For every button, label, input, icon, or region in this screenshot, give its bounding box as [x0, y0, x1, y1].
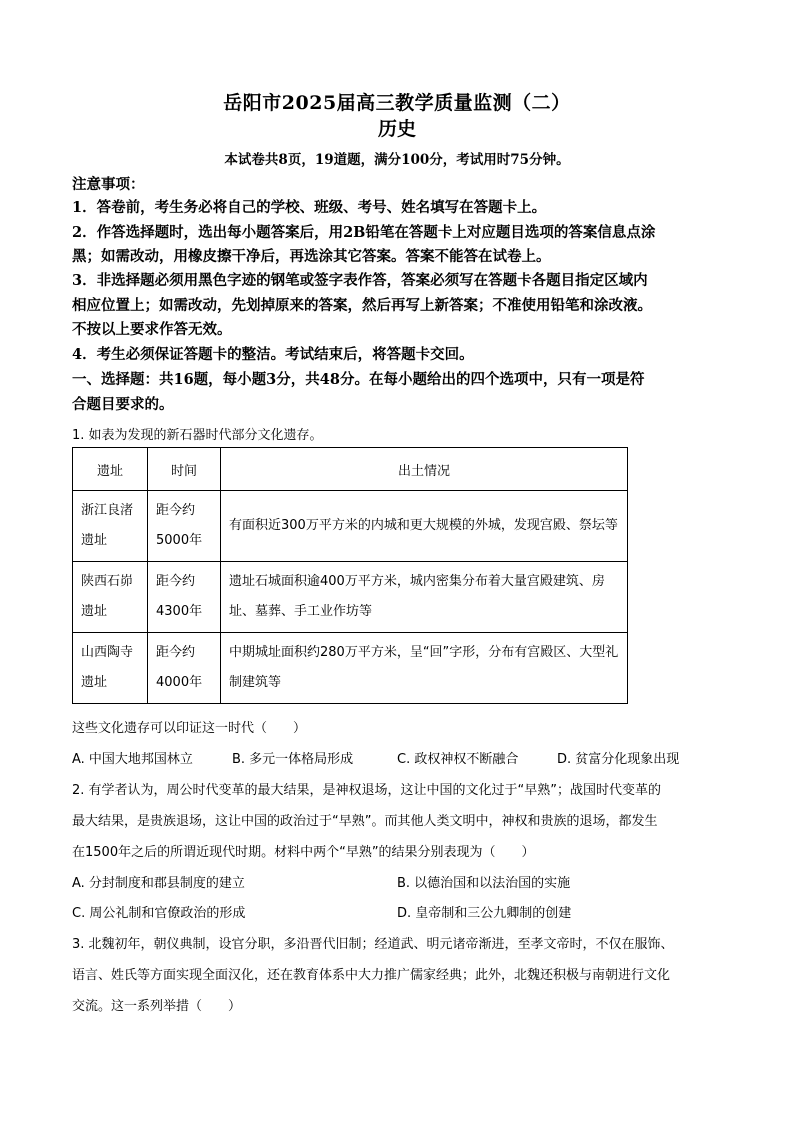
- notes-heading: 注意事项：: [72, 176, 145, 193]
- note-2-line-1: 2．作答选择题时，选出每小题答案后，用2B铅笔在答题卡上对应题目选项的答案信息点涂: [72, 224, 656, 241]
- table-cell-time: 距今约4000年: [148, 633, 221, 704]
- table-header-row: [73, 448, 628, 491]
- question-1-option-b: B. 多元一体格局形成: [232, 752, 354, 767]
- table-cell-site: 山西陶寺遗址: [73, 633, 148, 704]
- exam-info: 本试卷共8页，19道题，满分100分，考试用时75分钟。: [224, 152, 570, 168]
- section-1-heading-line-1: 一、选择题：共16题，每小题3分，共48分。在每小题给出的四个选项中，只有一项是符: [72, 371, 645, 388]
- question-3-line-1: 3. 北魏初年，朝仪典制，设官分职，多沿晋代旧制；经道武、明元诸帝渐进，至孝文帝时，不仅在服饰、: [72, 937, 674, 952]
- note-3-line-3: 不按以上要求作答无效。: [72, 321, 232, 338]
- question-2-line-1: 2. 有学者认为，周公时代变革的最大结果，是神权退场，这让中国的文化过于“早熟”；战国时代变革的: [72, 783, 662, 798]
- exam-subject: 历史: [377, 118, 416, 140]
- question-2-option-b: B. 以德治国和以法治国的实施: [397, 876, 571, 891]
- question-3-line-2: 语言、姓氏等方面实现全面汉化，还在教育体系中大力推广儒家经典；此外，北魏还积极与南朝进行文化: [72, 968, 671, 983]
- table-header-time: 时间: [148, 448, 221, 491]
- table-row: [73, 633, 628, 704]
- artifacts-table: [72, 447, 628, 704]
- table-cell-site: 浙江良渚遗址: [73, 491, 148, 562]
- note-1: 1．答卷前，考生务必将自己的学校、班级、考号、姓名填写在答题卡上。: [72, 199, 547, 216]
- section-1-heading-line-2: 合题目要求的。: [72, 396, 174, 413]
- note-2-line-2: 黑；如需改动，用橡皮擦干净后，再选涂其它答案。答案不能答在试卷上。: [72, 248, 551, 265]
- table-cell-time: 距今约4300年: [148, 562, 221, 633]
- note-3-line-2: 相应位置上；如需改动，先划掉原来的答案，然后再写上新答案；不准使用铅笔和涂改液。: [72, 297, 652, 314]
- table-row: [73, 491, 628, 562]
- question-2-option-c: C. 周公礼制和官僚政治的形成: [72, 906, 246, 921]
- question-2-option-d: D. 皇帝制和三公九卿制的创建: [397, 906, 572, 921]
- question-3-line-3: 交流。这一系列举措（ ）: [72, 999, 242, 1014]
- table-header-site: 遗址: [73, 448, 148, 491]
- table-cell-findings: 有面积近300万平方米的内城和更大规模的外城，发现宫殿、祭坛等: [221, 491, 628, 562]
- note-3-line-1: 3．非选择题必须用黑色字迹的钢笔或签字表作答，答案必须写在答题卡各题目指定区域内: [72, 272, 648, 289]
- table-cell-findings: 遗址石城面积逾400万平方米，城内密集分布着大量宫殿建筑、房址、墓葬、手工业作坊等: [221, 562, 628, 633]
- question-1-stem: 这些文化遗存可以印证这一时代（ ）: [72, 721, 307, 736]
- table-header-findings: 出土情况: [221, 448, 628, 491]
- question-1-intro: 1. 如表为发现的新石器时代部分文化遗存。: [72, 428, 323, 443]
- note-4: 4．考生必须保证答题卡的整洁。考试结束后，将答题卡交回。: [72, 346, 474, 363]
- table-row: [73, 562, 628, 633]
- question-2-line-2: 最大结果，是贵族退场，这让中国的政治过于“早熟”。而其他人类文明中，神权和贵族的退场，都发生: [72, 814, 658, 829]
- question-1-option-c: C. 政权神权不断融合: [397, 752, 519, 767]
- question-1-option-a: A. 中国大地邦国林立: [72, 752, 193, 767]
- question-1-option-d: D. 贫富分化现象出现: [557, 752, 680, 767]
- table-cell-time: 距今约5000年: [148, 491, 221, 562]
- table-cell-site: 陕西石峁遗址: [73, 562, 148, 633]
- table-cell-findings: 中期城址面积约280万平方米，呈“回”字形，分布有宫殿区、大型礼制建筑等: [221, 633, 628, 704]
- question-2-line-3: 在1500年之后的所谓近现代时期。材料中两个“早熟”的结果分别表现为（ ）: [72, 845, 535, 860]
- exam-title: 岳阳市2025届高三教学质量监测（二）: [223, 92, 571, 114]
- question-2-option-a: A. 分封制度和郡县制度的建立: [72, 876, 245, 891]
